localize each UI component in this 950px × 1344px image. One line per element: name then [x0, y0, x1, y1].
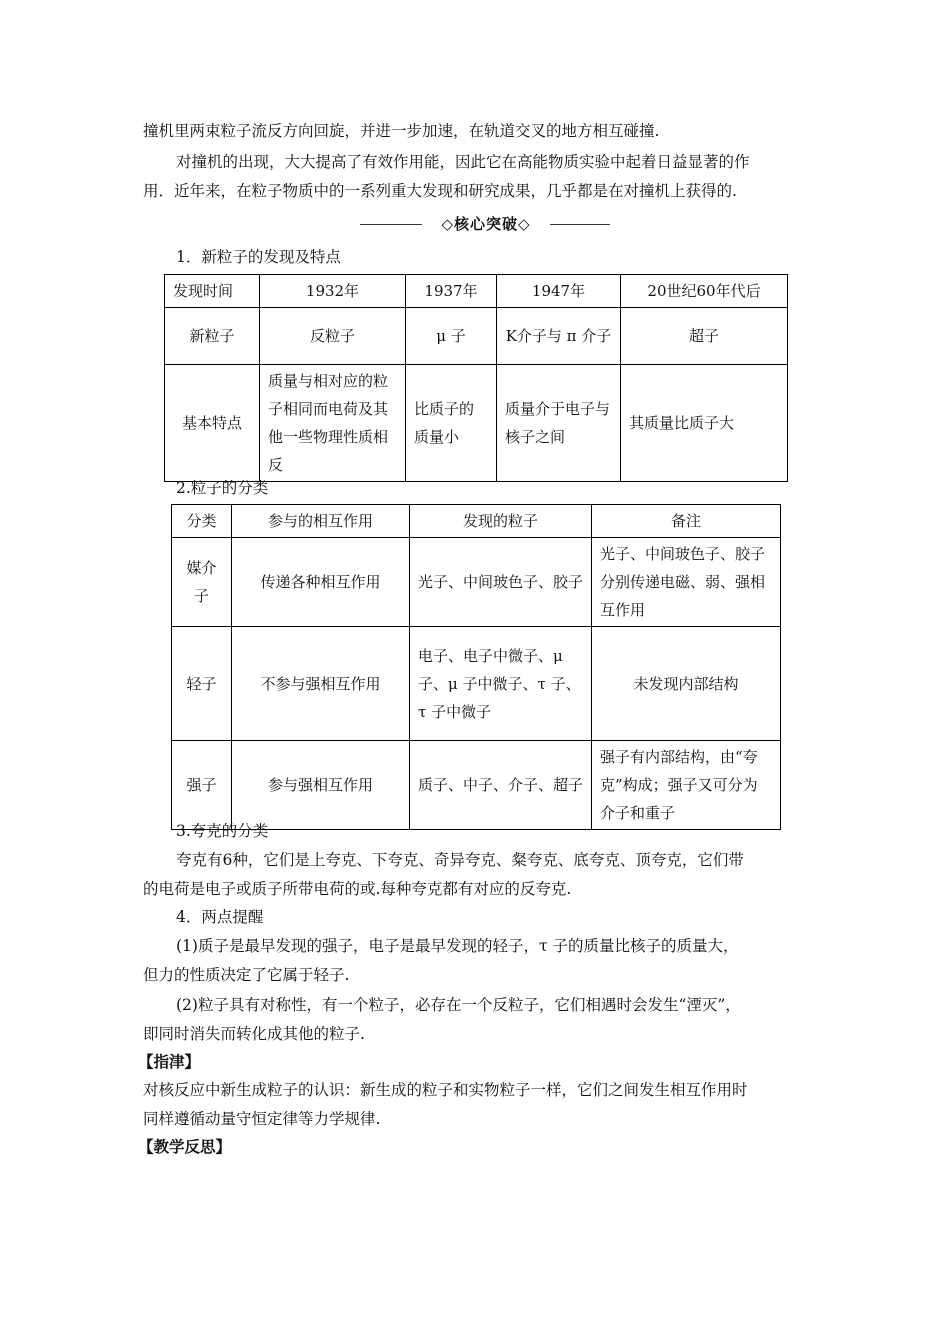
table-row — [172, 627, 781, 741]
guide-line-2: 同样遵循动量守恒定律等力学规律. — [143, 1110, 381, 1128]
table-cell: 光子、中间玻色子、胶子分别传递电磁、弱、强相互作用 — [592, 538, 781, 627]
table-cell: 基本特点 — [165, 365, 260, 482]
item3-title: 3.夸克的分类 — [176, 822, 269, 840]
table-cell: 不参与强相互作用 — [232, 627, 410, 741]
section-title: ◇核心突破◇ — [441, 215, 531, 233]
table-cell: 传递各种相互作用 — [232, 538, 410, 627]
table-cell: μ 子 — [406, 308, 497, 365]
table-cell: 其质量比质子大 — [621, 365, 788, 482]
item2-title: 2.粒子的分类 — [176, 479, 269, 497]
item4-line-4: 即同时消失而转化成其他的粒子. — [143, 1025, 365, 1043]
table-cell: 超子 — [621, 308, 788, 365]
table-cell: 1932年 — [260, 275, 406, 308]
table-cell: 1937年 — [406, 275, 497, 308]
item1-title: 1．新粒子的发现及特点 — [176, 248, 341, 266]
table-cell: K介子与 π 介子 — [497, 308, 621, 365]
item4-line-1: (1)质子是最早发现的强子，电子是最早发现的轻子，τ 子的质量比核子的质量大， — [176, 937, 739, 955]
table-row — [165, 365, 788, 482]
table-cell: 比质子的质量小 — [406, 365, 497, 482]
table-cell: 发现的粒子 — [410, 505, 592, 538]
table-cell: 质子、中子、介子、超子 — [410, 741, 592, 830]
table-cell: 媒介子 — [172, 538, 232, 627]
item4-title: 4．两点提醒 — [176, 908, 264, 926]
intro-line-2: 对撞机的出现，大大提高了有效作用能，因此它在高能物质实验中起着日益显著的作 — [176, 153, 750, 171]
table-cell: 质量介于电子与核子之间 — [497, 365, 621, 482]
table-cell: 强子 — [172, 741, 232, 830]
item4-line-3: (2)粒子具有对称性，有一个粒子，必存在一个反粒子，它们相遇时会发生“湮灭”， — [176, 996, 741, 1014]
table-cell: 轻子 — [172, 627, 232, 741]
table-cell: 20世纪60年代后 — [621, 275, 788, 308]
table-row — [172, 538, 781, 627]
table-cell: 新粒子 — [165, 308, 260, 365]
table-row — [172, 505, 781, 538]
table-cell: 电子、电子中微子、μ 子、μ 子中微子、τ 子、τ 子中微子 — [410, 627, 592, 741]
table-cell: 反粒子 — [260, 308, 406, 365]
table-cell: 参与强相互作用 — [232, 741, 410, 830]
item4-line-2: 但力的性质决定了它属于轻子. — [143, 966, 350, 984]
particle-classification-table — [171, 504, 781, 830]
table-cell: 强子有内部结构，由“夸克”构成；强子又可分为介子和重子 — [592, 741, 781, 830]
intro-line-3: 用．近年来，在粒子物质中的一系列重大发现和研究成果，几乎都是在对撞机上获得的. — [143, 182, 737, 200]
item3-line-2: 的电荷是电子或质子所带电荷的或.每种夸克都有对应的反夸克. — [143, 880, 572, 898]
table-row — [165, 275, 788, 308]
item3-line-1: 夸克有6种，它们是上夸克、下夸克、奇异夸克、粲夸克、底夸克、顶夸克，它们带 — [176, 851, 744, 869]
section-divider — [360, 213, 630, 235]
guide-line-1: 对核反应中新生成粒子的认识：新生成的粒子和实物粒子一样，它们之间发生相互作用时 — [143, 1081, 748, 1099]
table-cell: 发现时间 — [165, 275, 260, 308]
table-cell: 参与的相互作用 — [232, 505, 410, 538]
new-particles-table — [164, 274, 788, 482]
guide-heading: 【指津】 — [138, 1052, 201, 1071]
table-cell: 1947年 — [497, 275, 621, 308]
reflection-heading: 【教学反思】 — [138, 1137, 232, 1156]
table-row — [172, 741, 781, 830]
table-cell: 光子、中间玻色子、胶子 — [410, 538, 592, 627]
table-cell: 质量与相对应的粒子相同而电荷及其他一些物理性质相反 — [260, 365, 406, 482]
table-cell: 备注 — [592, 505, 781, 538]
table-cell: 未发现内部结构 — [592, 627, 781, 741]
table-row — [165, 308, 788, 365]
intro-line-1: 撞机里两束粒子流反方向回旋，并进一步加速，在轨道交叉的地方相互碰撞. — [143, 122, 660, 140]
table-cell: 分类 — [172, 505, 232, 538]
